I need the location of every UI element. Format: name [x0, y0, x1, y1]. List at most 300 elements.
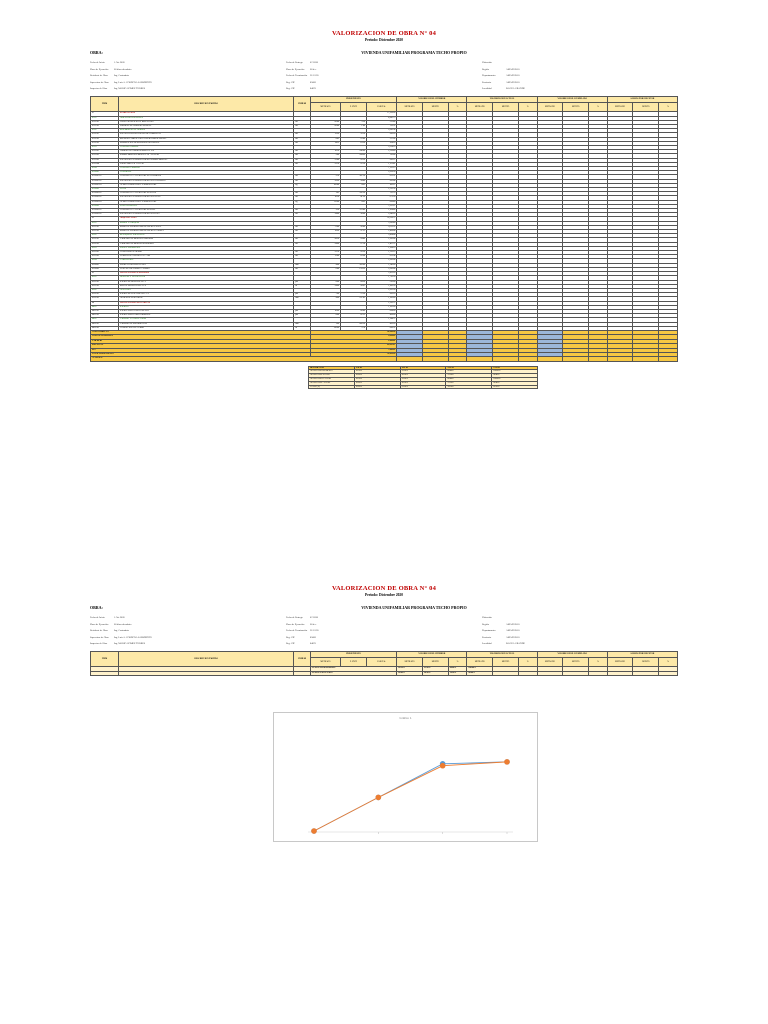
- resume-cell: 35.20%: [400, 378, 446, 382]
- item-pu: 97.21: [341, 230, 367, 234]
- info-key: Provincia: [482, 635, 492, 639]
- resume-header: VAL 02: [400, 366, 446, 370]
- info-value: AMAZONAS: [506, 67, 520, 71]
- info-cell: [90, 87, 286, 90]
- item-pu: 159.39: [341, 267, 367, 271]
- item-metrado: 120.00: [310, 326, 340, 330]
- item-parcial: 2,184.16: [366, 246, 396, 250]
- header-presupuesto: PRESUPUESTO: [310, 97, 397, 103]
- data-point: [504, 759, 510, 765]
- info-key: Departamento: [482, 74, 496, 78]
- item-metrado: 18.60: [310, 230, 340, 234]
- item-unit: m3: [294, 133, 310, 137]
- row-label: AVANCE PROGRAMADO: [310, 667, 397, 671]
- obra-value: VIVIENDA UNIFAMILIAR PROGRAMA TECHO PROPIO: [361, 605, 467, 610]
- item-parcial: 2,215.74: [366, 188, 396, 192]
- info-key: Fecha de Entrega: [286, 61, 303, 64]
- item-description: INSTALACIONES ELECTRICAS: [119, 301, 294, 305]
- resume-cell: 98.40%: [492, 381, 538, 385]
- chart-svg: [274, 713, 537, 841]
- info-cell: [286, 629, 482, 632]
- resume-header: VAL 03: [446, 366, 492, 370]
- sub-header-monto: MONTO: [563, 103, 589, 112]
- item-description: CONCRETO ARMADO: [119, 167, 294, 171]
- item-unit: und: [294, 322, 310, 326]
- info-cell: [482, 642, 678, 645]
- item-description: LOSA ALIGERADA: [119, 204, 294, 208]
- item-parcial: 3,864.08: [366, 234, 396, 238]
- series-line: [314, 762, 507, 831]
- info-value: AMAZONAS: [506, 622, 520, 626]
- info-key: Reg. CIP: [286, 87, 295, 91]
- table-body: [91, 112, 678, 331]
- item-parcial: 1,046.63: [366, 213, 396, 217]
- summary-label: GASTOS GENERALES: [91, 335, 311, 339]
- item-code: 04.01.02: [91, 314, 119, 318]
- info-key: Supervisor de Obra: [90, 635, 109, 639]
- info-value: Ing. Luis A. CORDOVA SARMIENTO: [114, 635, 152, 639]
- item-metrado: 14.52: [310, 141, 340, 145]
- item-metrado: 16.30: [310, 196, 340, 200]
- sub-header-monto: MONTO: [493, 658, 519, 667]
- item-unit: m: [294, 326, 310, 330]
- item-parcial: 217.24: [366, 137, 396, 141]
- item-unit: m2: [294, 230, 310, 234]
- item-description: OBRAS PROVISIONALES: [119, 116, 294, 120]
- item-parcial: 498.00: [366, 314, 396, 318]
- info-value: 60 días calendario: [114, 622, 132, 626]
- item-description: FALSO PISO E=4" C:H 1:10: [119, 162, 294, 166]
- item-parcial: 2,043.54: [366, 129, 396, 133]
- info-cell: [286, 642, 482, 645]
- item-parcial: 1,144.72: [366, 318, 396, 322]
- item-unit: und: [294, 263, 310, 267]
- avance-label: % AVANCE: [91, 357, 397, 361]
- item-unit: m2: [294, 162, 310, 166]
- info-cell: [482, 68, 678, 71]
- item-description: ESTRUCTURAS: [119, 112, 294, 116]
- resume-cell: 28.20%: [492, 385, 538, 389]
- item-pu: 1.80: [341, 124, 367, 128]
- item-code: 02.03.02: [91, 255, 119, 259]
- item-code: 04: [91, 301, 119, 305]
- item-description: SALIDA PARA TOMACORRIENTE: [119, 314, 294, 318]
- resume-cell: 36.10%: [400, 381, 446, 385]
- info-cell: [482, 629, 678, 632]
- item-unit: m2: [294, 225, 310, 229]
- item-metrado: 66.40: [310, 124, 340, 128]
- item-parcial: 2,251.11: [366, 204, 396, 208]
- item-parcial: 212.48: [366, 120, 396, 124]
- item-unit: m3: [294, 209, 310, 213]
- info-cell: [286, 74, 482, 77]
- item-description: AGUA FRIA: [119, 288, 294, 292]
- info-value: Ing. MARIO GOMEZ TORRES: [114, 642, 146, 646]
- item-parcial: 818.40: [366, 200, 396, 204]
- item-pu: 25.80: [341, 137, 367, 141]
- item-code: 01.01: [91, 116, 119, 120]
- sub-header-pct: %: [448, 658, 467, 667]
- info-key: Plazo de Ejecución: [286, 67, 305, 71]
- item-description: COLUMNAS: [119, 171, 294, 175]
- item-unit: m2: [294, 158, 310, 162]
- item-metrado: 28.60: [310, 179, 340, 183]
- row-label: AVANCE EJECUTADO: [310, 671, 397, 675]
- item-parcial: 812.91: [366, 175, 396, 179]
- resume-cell: 100.00%: [492, 378, 538, 382]
- item-code: 01.04.01.01: [91, 175, 119, 179]
- sub-header-monto: MONTO: [633, 658, 659, 667]
- sub-header-metrado: METRADO: [467, 658, 493, 667]
- info-key: Localidad: [482, 642, 492, 646]
- item-code: 01.04.02.03: [91, 200, 119, 204]
- sub-header-monto: MONTO: [422, 103, 448, 112]
- info-value: 60 d.c.: [310, 67, 317, 71]
- item-metrado: 6.40: [310, 267, 340, 271]
- item-unit: m2: [294, 267, 310, 271]
- avance-cell: [633, 357, 659, 361]
- item-unit: kg: [294, 183, 310, 187]
- value-cell: 68.40%: [448, 667, 467, 671]
- info-value: Ing. Contratista: [114, 629, 129, 633]
- resume-cell: 10.80%: [354, 381, 400, 385]
- item-code: 01.02: [91, 129, 119, 133]
- summary-label: COSTO DIRECTO: [91, 330, 311, 334]
- item-pu: 5.74: [341, 326, 367, 330]
- summary-label: UTILIDAD: [91, 339, 311, 343]
- value-cell: 10.80%: [397, 671, 423, 675]
- info-key: Inspector de Obra: [90, 87, 108, 91]
- item-description: SALIDA DE DESAGUE PVC 2": [119, 280, 294, 284]
- item-parcial: 4,845.75: [366, 116, 396, 120]
- sub-header-metrado: METRADO: [607, 103, 633, 112]
- item-parcial: 1,716.30: [366, 276, 396, 280]
- sub-header-pct: %: [659, 103, 678, 112]
- item-pu: 385.00: [341, 263, 367, 267]
- item-parcial: 2,560.08: [366, 259, 396, 263]
- info-cell: [90, 61, 286, 64]
- item-pu: 240.80: [341, 150, 367, 154]
- item-code: 01.04.02.01: [91, 192, 119, 196]
- item-code: 01.04.03.02: [91, 213, 119, 217]
- item-parcial: 1,467.72: [366, 242, 396, 246]
- header-unidad: UNIDAD: [294, 97, 310, 112]
- info-value: BAGUA GRANDE: [506, 642, 525, 646]
- resume-cell: 34.10%: [446, 385, 492, 389]
- item-parcial: 862.11: [366, 183, 396, 187]
- sub-header-parcial: PARCIAL: [366, 103, 396, 112]
- info-value: AMAZONAS: [506, 635, 520, 639]
- item-description: CONCRETO SIMPLE: [119, 146, 294, 150]
- item-code: 02.03: [91, 246, 119, 250]
- item-code: 04.02.02: [91, 326, 119, 330]
- item-parcial: 5,920.40: [366, 221, 396, 225]
- item-parcial: 1,151.41: [366, 162, 396, 166]
- sub-header-metrado: METRADO: [310, 658, 340, 667]
- obra-row: [90, 605, 678, 610]
- item-parcial: 1,189.80: [366, 297, 396, 301]
- item-pu: 4.65: [341, 200, 367, 204]
- item-code: 01.02.01: [91, 133, 119, 137]
- item-code: 03: [91, 272, 119, 276]
- info-cell: [482, 616, 678, 619]
- item-code: 02: [91, 217, 119, 221]
- item-pu: 26.30: [341, 158, 367, 162]
- info-cell: [286, 636, 482, 639]
- item-unit: m2: [294, 238, 310, 242]
- info-value: 07-2020: [310, 616, 318, 619]
- resume-cell: 68.40%: [446, 370, 492, 374]
- item-parcial: 119.52: [366, 124, 396, 128]
- header-item: ITEM: [91, 97, 119, 112]
- avance-cell: [518, 357, 537, 361]
- info-cell: [482, 81, 678, 84]
- valorizacion-sheet-1: [90, 30, 678, 389]
- item-code: 04.02.01: [91, 322, 119, 326]
- item-description: TARRAJEO DE MUROS EXTERIORES: [119, 242, 294, 246]
- item-unit: m2: [294, 255, 310, 259]
- item-code: 02.01: [91, 221, 119, 225]
- summary-label: TOTAL PRESUPUESTO: [91, 352, 311, 356]
- item-code: 01.03.01: [91, 150, 119, 154]
- sub-header-pct: %: [518, 658, 537, 667]
- item-pu: 41.20: [341, 196, 367, 200]
- item-parcial: 7,125.15: [366, 167, 396, 171]
- resume-header: DESCRIPCION: [309, 366, 355, 370]
- resume-cell: 25.30%: [400, 385, 446, 389]
- info-key: Fecha de Entrega: [286, 616, 303, 619]
- avance-cell: [607, 357, 633, 361]
- item-description: RED DE DERIVACION PVC 4": [119, 284, 294, 288]
- summary-body: [91, 330, 678, 361]
- item-code: 01.01.02: [91, 124, 119, 128]
- item-parcial: 1,182.00: [366, 305, 396, 309]
- item-pu: 56.80: [341, 225, 367, 229]
- resume-cell: 35.20%: [400, 370, 446, 374]
- info-key: Región: [482, 622, 489, 626]
- info-value: 07-2020: [310, 61, 318, 64]
- summary-value: 3,819.62: [310, 335, 397, 339]
- item-code: 03.01.01: [91, 280, 119, 284]
- item-pu: 34.40: [341, 179, 367, 183]
- header-saldo: SALDOS POR EJECUTAR: [607, 652, 677, 658]
- item-pu: 18.20: [341, 141, 367, 145]
- item-code: 03.01.02: [91, 284, 119, 288]
- item-description: CONCRETO F'C=210 KG/CM2 EN COLUMNAS: [119, 175, 294, 179]
- info-value: 84875: [310, 642, 316, 646]
- valorizacion-table: [90, 96, 678, 361]
- sub-header-monto: MONTO: [563, 658, 589, 667]
- item-code: 03.01: [91, 276, 119, 280]
- item-parcial: 671.56: [366, 196, 396, 200]
- info-key: Supervisor de Obra: [90, 80, 109, 84]
- summary-table: [90, 651, 678, 675]
- header-desc: DESCRIPCION PARTIDA: [119, 652, 294, 667]
- resume-cell: 36.10%: [400, 374, 446, 378]
- item-pu: 62.25: [341, 314, 367, 318]
- sub-header-pct: %: [589, 103, 608, 112]
- avance-cell: [467, 357, 493, 361]
- summary-value: 7,906.62: [310, 348, 397, 352]
- header-acumulada: VALORIZACION ACUMULADA: [537, 652, 607, 658]
- info-cell: [286, 61, 482, 64]
- item-metrado: 52.10: [310, 162, 340, 166]
- item-description: EXCAVACION DE ZANJAS PARA CIMIENTOS: [119, 133, 294, 137]
- info-cell: [90, 636, 286, 639]
- info-value: 84875: [310, 87, 316, 91]
- item-unit: m2: [294, 120, 310, 124]
- summary-label: IGV: [91, 348, 311, 352]
- header-actual: VALORIZACION ACTUAL: [467, 97, 537, 103]
- info-key: Localidad: [482, 87, 492, 91]
- info-key: Plazo de Ejecución: [90, 622, 109, 626]
- resume-row: [309, 385, 538, 389]
- item-description: INSTALACIONES SANITARIAS: [119, 272, 294, 276]
- item-pu: 68.40: [341, 309, 367, 313]
- item-unit: pto: [294, 280, 310, 284]
- info-value: 1 Oct 2020: [114, 61, 125, 64]
- info-value: Ing. Contratista: [114, 74, 129, 78]
- item-pu: 297.45: [341, 297, 367, 301]
- avance-ejecutado-row: [91, 671, 678, 675]
- info-value: 85083: [310, 80, 316, 84]
- item-metrado: 4.00: [310, 263, 340, 267]
- item-unit: m2: [294, 251, 310, 255]
- valorizacion-sheet-2: [90, 585, 678, 676]
- item-metrado: 7.00: [310, 293, 340, 297]
- item-description: ENCOFRADO Y DESENCOFRADO EN VIGAS: [119, 196, 294, 200]
- item-description: TABLERO DE DISTRIBUCION: [119, 322, 294, 326]
- info-key: Reg. CIP: [286, 80, 295, 84]
- item-description: MURO DE LADRILLO KK DE ARCILLA SOGA: [119, 225, 294, 229]
- item-description: TABLERO Y CONDUCTORES: [119, 318, 294, 322]
- item-description: DESAGUE Y VENTILACION: [119, 276, 294, 280]
- item-description: MOVIMIENTO DE TIERRAS: [119, 129, 294, 133]
- data-point: [440, 763, 446, 769]
- header-presupuesto: PRESUPUESTO: [310, 652, 397, 658]
- item-description: SALIDA DE AGUA FRIA PVC 1/2": [119, 293, 294, 297]
- sheet-subtitle: Periodo: Diciembre 2020: [364, 38, 404, 42]
- item-description: VEREDA DE CONCRETO F'C=140: [119, 255, 294, 259]
- item-parcial: 1,808.08: [366, 230, 396, 234]
- header-unidad: UNIDAD: [294, 652, 310, 667]
- item-metrado: 22.40: [310, 158, 340, 162]
- header-item: ITEM: [91, 652, 119, 667]
- item-unit: m3: [294, 154, 310, 158]
- item-code: 04.01: [91, 305, 119, 309]
- item-description: PISOS Y PAVIMENTOS: [119, 246, 294, 250]
- item-pu: 24.40: [341, 238, 367, 242]
- item-parcial: 17,928.60: [366, 112, 396, 116]
- item-description: CONCRETO F'C=210 KG/CM2 EN LOSA: [119, 209, 294, 213]
- avance-cell: [659, 357, 678, 361]
- item-parcial: 3,914.16: [366, 146, 396, 150]
- info-cell: [90, 642, 286, 645]
- sub-header-parcial: PARCIAL: [366, 658, 396, 667]
- item-parcial: 983.84: [366, 179, 396, 183]
- item-parcial: 589.12: [366, 158, 396, 162]
- info-cell: [90, 629, 286, 632]
- item-code: 02.02.01: [91, 238, 119, 242]
- header-anterior: VALORIZACION ANTERIOR: [397, 652, 467, 658]
- item-description: TARRAJEO DE MUROS INTERIORES: [119, 238, 294, 242]
- info-cell: [90, 74, 286, 77]
- item-description: SALIDA PARA CENTRO DE LUZ: [119, 309, 294, 313]
- series-line: [314, 762, 507, 831]
- item-pu: 64.50: [341, 280, 367, 284]
- item-unit: m: [294, 284, 310, 288]
- item-code: 03.02.01: [91, 293, 119, 297]
- sheet-title: VALORIZACION DE OBRA N° 04: [331, 30, 437, 37]
- item-metrado: 185.40: [310, 183, 340, 187]
- info-cell: [482, 623, 678, 626]
- item-code: 01.04.01.03: [91, 183, 119, 187]
- item-code: 02.04.01: [91, 263, 119, 267]
- item-unit: m2: [294, 242, 310, 246]
- item-description: REVOQUES Y ENLUCIDOS: [119, 234, 294, 238]
- item-code: 01.04.02: [91, 188, 119, 192]
- info-key: Fecha de Terminación: [286, 74, 308, 78]
- item-description: CARPINTERIA: [119, 259, 294, 263]
- item-unit: und: [294, 297, 310, 301]
- item-parcial: 2,658.30: [366, 171, 396, 175]
- header-actual: VALORIZACION ACTUAL: [467, 652, 537, 658]
- info-cell: [482, 61, 678, 64]
- info-key: Provincia: [482, 80, 492, 84]
- resume-table: [308, 366, 538, 390]
- item-parcial: 1,204.48: [366, 209, 396, 213]
- item-code: 02.02: [91, 234, 119, 238]
- sub-header-pu: P. UNIT.: [341, 658, 367, 667]
- item-metrado: 52.10: [310, 251, 340, 255]
- sheet-title: VALORIZACION DE OBRA N° 04: [331, 585, 437, 592]
- item-metrado: 176.00: [310, 200, 340, 204]
- info-cell: [90, 623, 286, 626]
- info-cell: [482, 74, 678, 77]
- resume-cell: 100.00%: [492, 370, 538, 374]
- sub-header-metrado: METRADO: [397, 658, 423, 667]
- sub-header-pu: P. UNIT.: [341, 103, 367, 112]
- item-pu: 50.01: [341, 284, 367, 288]
- item-metrado: 12.40: [310, 255, 340, 259]
- item-parcial: 1,020.08: [366, 267, 396, 271]
- avance-cell: [397, 357, 423, 361]
- item-pu: 376.40: [341, 209, 367, 213]
- item-metrado: 15.96: [310, 133, 340, 137]
- value-cell: 36.10%: [422, 671, 448, 675]
- sub-header-metrado: METRADO: [397, 103, 423, 112]
- value-cell: 98.40%: [467, 671, 493, 675]
- info-cell: [90, 68, 286, 71]
- value-cell: 35.20%: [422, 667, 448, 671]
- item-code: 02.01.02: [91, 230, 119, 234]
- item-metrado: 4.00: [310, 297, 340, 301]
- item-description: VIGAS: [119, 188, 294, 192]
- chart-title: Gráfico 1: [399, 716, 412, 720]
- value-cell: 10.50%: [397, 667, 423, 671]
- item-pu: 26.30: [341, 251, 367, 255]
- item-description: ACERO CORRUGADO FY=4200 KG/CM2: [119, 200, 294, 204]
- item-description: ENCOFRADO Y DESENCOFRADO SOBRECIMIENTO: [119, 158, 294, 162]
- info-key: Residente de Obra: [90, 74, 108, 78]
- item-unit: pto: [294, 293, 310, 297]
- item-code: 01.03.03: [91, 158, 119, 162]
- info-cell: [286, 616, 482, 619]
- item-code: 01.03.04: [91, 162, 119, 166]
- resume-cell: 10.80%: [354, 374, 400, 378]
- resume-cell: AVANCE EJECUTADO: [309, 374, 355, 378]
- info-key: Ubicación: [482, 616, 492, 619]
